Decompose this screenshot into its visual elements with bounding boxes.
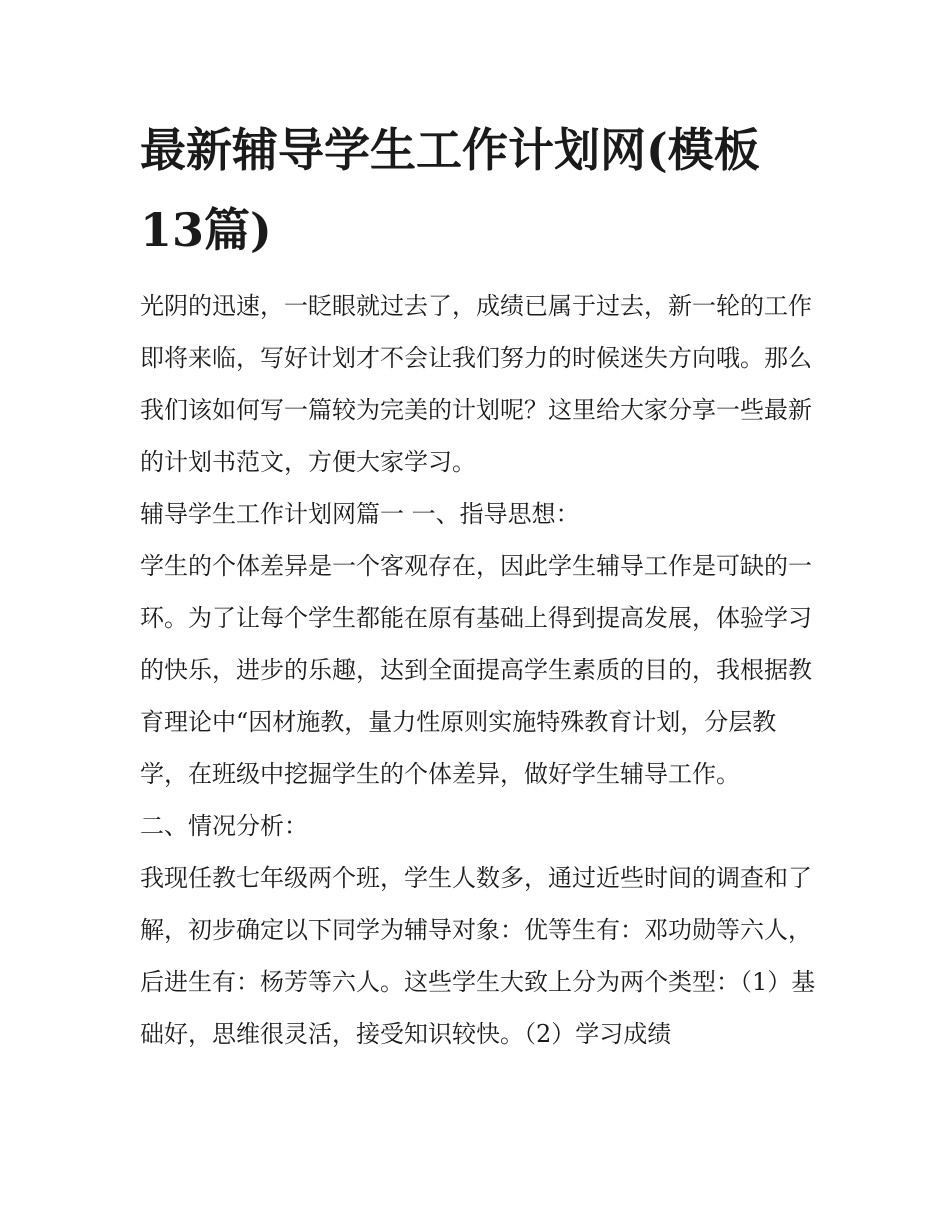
section-heading-situation-analysis: 二、情况分析： bbox=[140, 812, 308, 840]
intro-paragraph: 光阴的迅速，一眨眼就过去了，成绩已属于过去，新一轮的工作即将来临，写好计划才不会让我们努力的时候迷失方向哦。那么我们该如何写一篇较为完美的计划呢？这里给大家分享一些最新的计划书范文，方便大家学习。 bbox=[140, 292, 812, 476]
situation-analysis-paragraph: 我现任教七年级两个班，学生人数多，通过近些时间的调查和了解，初步确定以下同学为辅导对象：优等生有：邓功勋等六人，后进生有：杨芳等六人。这些学生大致上分为两个类型：（1）基础好，思维很灵活，接受知识较快。（2）学习成绩 bbox=[140, 864, 816, 1048]
document-title: 最新辅导学生工作计划网(模板13篇) bbox=[140, 123, 760, 257]
guiding-thought-paragraph: 学生的个体差异是一个客观存在，因此学生辅导工作是可缺的一环。为了让每个学生都能在原有基础上得到提高发展，体验学习的快乐，进步的乐趣，达到全面提高学生素质的目的，我根据教育理论中“因材施教，量力性原则实施特殊教育计划，分层教学，在班级中挖掘学生的个体差异，做好学生辅导工作。 bbox=[140, 552, 812, 788]
section-heading-guiding-thought: 辅导学生工作计划网篇一 一、指导思想： bbox=[140, 500, 580, 528]
document-page bbox=[140, 110, 820, 1060]
